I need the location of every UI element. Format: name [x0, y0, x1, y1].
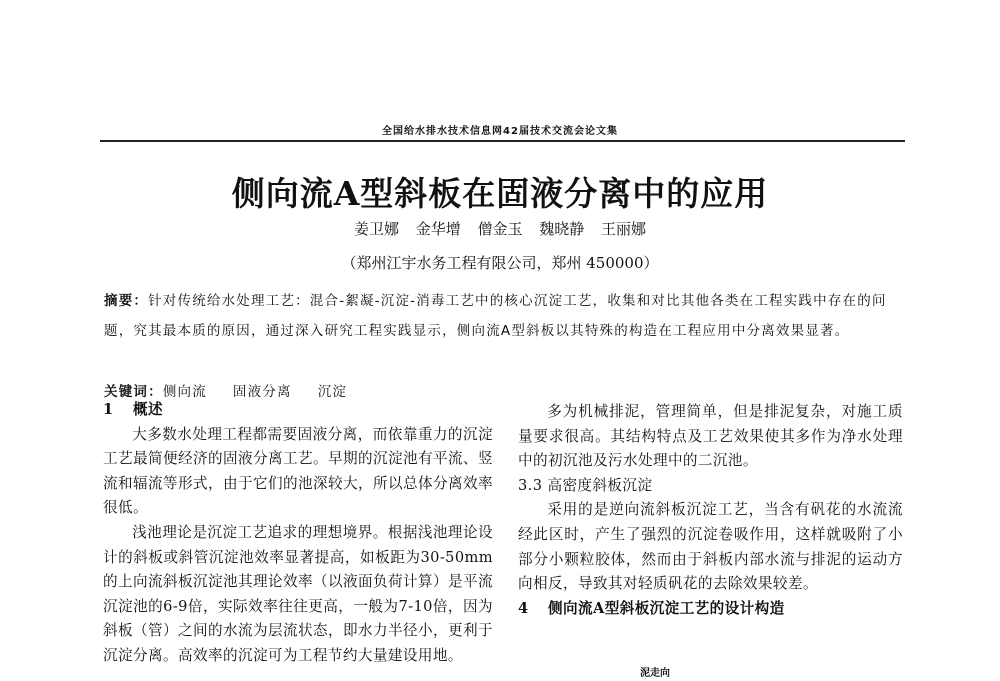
- paragraph: 采用的是逆向流斜板沉淀工艺，当含有矾花的水流流经此区时，产生了强烈的沉淀卷吸作用，这样就吸附了小部分小颗粒胶体，然而由于斜板内部水流与排泥的运动方向相反，导致其对轻质矾花的去除效果较差。: [518, 501, 903, 593]
- paper-title: 侧向流A型斜板在固液分离中的应用: [231, 174, 769, 213]
- paragraph: 大多数水处理工程都需要固液分离，而依靠重力的沉淀工艺最简便经济的固液分离工艺。早期的沉淀池有平流、竖流和辐流等形式，由于它们的池深较大，所以总体分离效率很低。: [103, 425, 493, 517]
- running-head: 全国给水排水技术信息网42届技术交流会论文集: [382, 126, 618, 137]
- figure-label: 泥走向: [640, 668, 670, 679]
- abstract-label: 摘要：: [104, 293, 149, 309]
- keyword: 侧向流: [162, 384, 207, 400]
- keyword: 固液分离: [232, 384, 292, 400]
- header-rule: [100, 140, 905, 142]
- paragraph: 浅池理论是沉淀工艺追求的理想境界。根据浅池理论设计的斜板或斜管沉淀池效率显著提高，如板距为30-50mm的上向流斜板沉淀池其理论效率（以液面负荷计算）是平流沉淀池的6-9倍，实际效率往往更高，一般为7-10倍，因为斜板（管）之间的水流为层流状态，即水力半径小，更利于沉淀分离。高效率的沉淀可为工程节约大量建设用地。: [103, 523, 493, 664]
- keywords-label: 关键词：: [104, 384, 163, 400]
- keywords: [104, 380, 900, 400]
- abstract: [104, 286, 900, 346]
- section-heading-1: 1 概述: [103, 401, 163, 418]
- abstract-text: 针对传统给水处理工艺：混合-絮凝-沉淀-消毒工艺中的核心沉淀工艺，收集和对比其他各类在工程实践中存在的问题，究其最本质的原因，通过深入研究工程实践显示，侧向流A型斜板以其特殊的构造在工程应用中分离效果显著。: [104, 293, 887, 339]
- section-heading-4: 4 侧向流A型斜板沉淀工艺的设计构造: [518, 599, 785, 617]
- right-column: [518, 400, 903, 621]
- keyword: 沉淀: [317, 384, 348, 400]
- affiliation: （郑州江宇水务工程有限公司，郑州 450000）: [341, 254, 659, 272]
- paragraph: 多为机械排泥，管理简单，但是排泥复杂，对施工质量要求很高。其结构特点及工艺效果使其多作为净水处理中的初沉池及污水处理中的二沉池。: [518, 403, 903, 470]
- authors: 姜卫娜 金华增 僧金玉 魏晓静 王丽娜: [353, 220, 647, 238]
- left-column: [103, 398, 493, 681]
- subsection-heading-3-3: 3.3 高密度斜板沉淀: [518, 476, 653, 494]
